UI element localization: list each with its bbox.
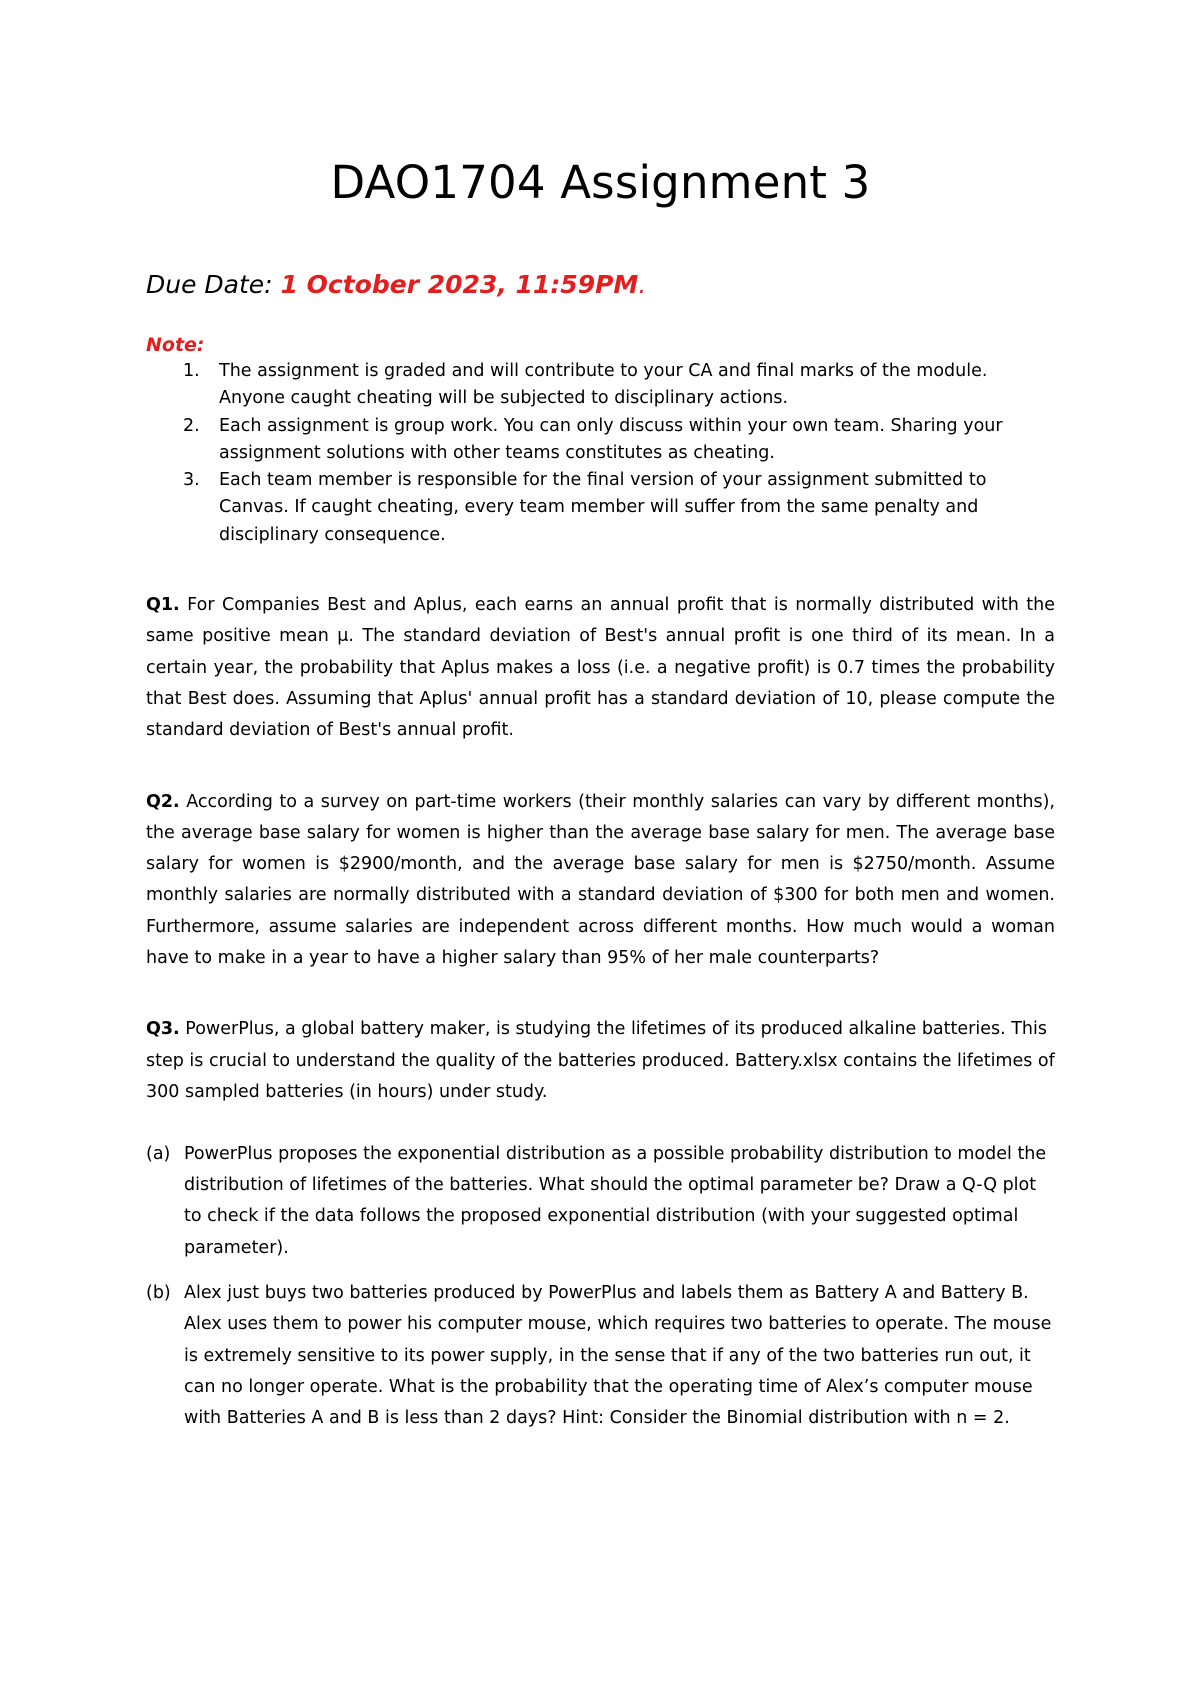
question-3-part-a [146,1139,1055,1264]
part-label: (a) [146,1143,171,1164]
due-date-period: . [638,270,647,299]
note-label: Note: [146,334,205,356]
question-3-part-b [146,1278,1055,1434]
note-item-number: 2. [183,415,200,436]
note-item-number: 3. [183,470,200,491]
note-list [146,358,1055,549]
due-date [146,268,1055,302]
question-label: Q2. [146,791,180,812]
note-item [146,467,1055,549]
question-text: According to a survey on part-time workers (their monthly salaries can vary by different months), the average base salary for women is higher than the average base salary for men. The average base salary for women is $2900/month, and the average base salary for men is $2750/month. Assume monthly salaries are normally distributed with a standard deviation of $300 for both men and women. Furthermore, assume salaries are independent across different months. How much would a woman have to make in a year to have a higher salary than 95% of her male counterparts? [146,791,1055,969]
note-item-text: The assignment is graded and will contribute to your CA and final marks of the module. Anyone caught cheating will be subjected to disciplinary actions. [219,361,988,409]
part-text: Alex just buys two batteries produced by PowerPlus and labels them as Battery A and Battery B. Alex uses them to power his computer mouse, which requires two batteries to operate. The mouse is extremely sensitive to its power supply, in the sense that if any of the two batteries run out, it can no longer operate. What is the probability that the operating time of Alex’s computer mouse with Batteries A and B is less than 2 days? Hint: Consider the Binomial distribution with n = 2. [184,1283,1052,1429]
question-label: Q1. [146,595,180,616]
part-text: PowerPlus proposes the exponential distribution as a possible probability distribution to model the distribution of lifetimes of the batteries. What should the optimal parameter be? Draw a Q-Q plot to check if the data follows the proposed exponential distribution (with your suggested optimal parameter). [184,1143,1047,1258]
due-date-label: Due Date: [146,270,273,299]
note-item-text: Each assignment is group work. You can only discuss within your own team. Sharing your assignment solutions with other teams constitutes as cheating. [219,415,1003,463]
document-title: DAO1704 Assignment 3 [330,156,871,209]
question-3 [146,1014,1055,1109]
note-item-text: Each team member is responsible for the final version of your assignment submitted to Canvas. If caught cheating, every team member will suffer from the same penalty and disciplinary consequence. [219,470,987,545]
note-item-number: 1. [183,361,200,381]
question-text: PowerPlus, a global battery maker, is studying the lifetimes of its produced alkaline batteries. This step is crucial to understand the quality of the batteries produced. Battery.xlsx contains the lifetimes of 300 sampled batteries (in hours) under study. [146,1019,1055,1103]
note-item [146,413,1055,468]
part-label: (b) [146,1283,171,1304]
due-date-value: 1 October 2023, 11:59PM [280,270,639,299]
question-text: For Companies Best and Aplus, each earns an annual profit that is normally distributed with the same positive mean μ. The standard deviation of Best's annual profit is one third of its mean. In a certain year, the probability that Aplus makes a loss (i.e. a negative profit) is 0.7 times the probability that Best does. Assuming that Aplus' annual profit has a standard deviation of 10, please compute the standard deviation of Best's annual profit. [146,595,1055,741]
question-label: Q3. [146,1019,180,1040]
question-1 [146,590,1055,746]
note-item [146,358,1055,413]
question-2 [146,787,1055,975]
